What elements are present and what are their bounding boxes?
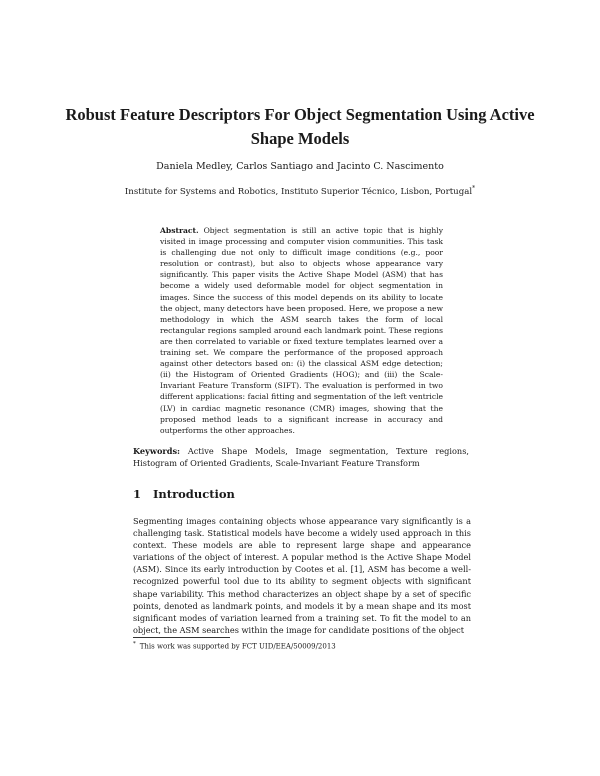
abstract bbox=[160, 225, 443, 436]
keywords bbox=[133, 446, 469, 469]
paper-authors: Daniela Medley, Carlos Santiago and Jacinto C. Nascimento bbox=[156, 161, 444, 172]
section-number: 1 bbox=[133, 487, 142, 501]
keywords-label: Keywords: bbox=[133, 446, 181, 456]
abstract-label: Abstract. bbox=[160, 226, 199, 235]
affiliation-text: Institute for Systems and Robotics, Instituto Superior Técnico, Lisbon, Portugal bbox=[124, 186, 473, 197]
keywords-text: Active Shape Models, Image segmentation, Texture regions, Histogram of Oriented Gradients, Scale-Invariant Feature Transform bbox=[133, 446, 469, 468]
footnote-text: This work was supported by FCT UID/EEA/50009/2013 bbox=[139, 642, 336, 651]
section-heading-introduction bbox=[133, 487, 235, 501]
abstract-text: Object segmentation is still an active topic that is highly visited in image processing and computer vision communities. This task is challenging due not only to difficult image conditions (e.g., poor resolution or contrast), but also to objects whose appearance vary significantly. This paper visits the Active Shape Model (ASM) that has become a widely used deformable model for object segmentation in images. Since the success of this model depends on its ability to locate the object, many detectors have been proposed. Here, we propose a new methodology in which the ASM search takes the form of local rectangular regions sampled around each landmark point. These regions are then correlated to variable or fixed texture templates learned over a training set. We compare the performance of the proposed approach against other detectors based on: (i) the classical ASM edge detection; (ii) the Histogram of Oriented Gradients (HOG); and (iii) the Scale-Invariant Feature Transform (SIFT). The evaluation is performed in two different applications: facial fitting and segmentation of the left ventricle (LV) in cardiac magnetic resonance (CMR) images, showing that the proposed method leads to a significant increase in accuracy and outperforms the other approaches. bbox=[160, 226, 443, 435]
paper-title: Robust Feature Descriptors For Object Segmentation Using Active Shape Models bbox=[65, 105, 535, 148]
section-title: Introduction bbox=[153, 487, 235, 501]
footnote-mark: * bbox=[133, 641, 136, 647]
affiliation-footnote-mark: * bbox=[472, 185, 476, 192]
paper-affiliation bbox=[40, 185, 560, 197]
introduction-body: Segmenting images containing objects whose appearance vary significantly is a challenging task. Statistical models have become a widely used approach in this context. These models are able to represent large shape and appearance variations of the object of interest. A popular method is the Active Shape Model (ASM). Since its early introduction by Cootes et al. [1], ASM has become a well-recognized powerful tool due to its ability to segment objects with significant shape variability. This method characterizes an object shape by a set of specific points, denoted as landmark points, and models it by a mean shape and its most significant modes of variation learned from a training set. To fit the model to an object, the ASM searches within the image for candidate positions of the object bbox=[133, 516, 471, 635]
footnote-divider bbox=[133, 637, 230, 638]
footnote bbox=[133, 641, 336, 650]
